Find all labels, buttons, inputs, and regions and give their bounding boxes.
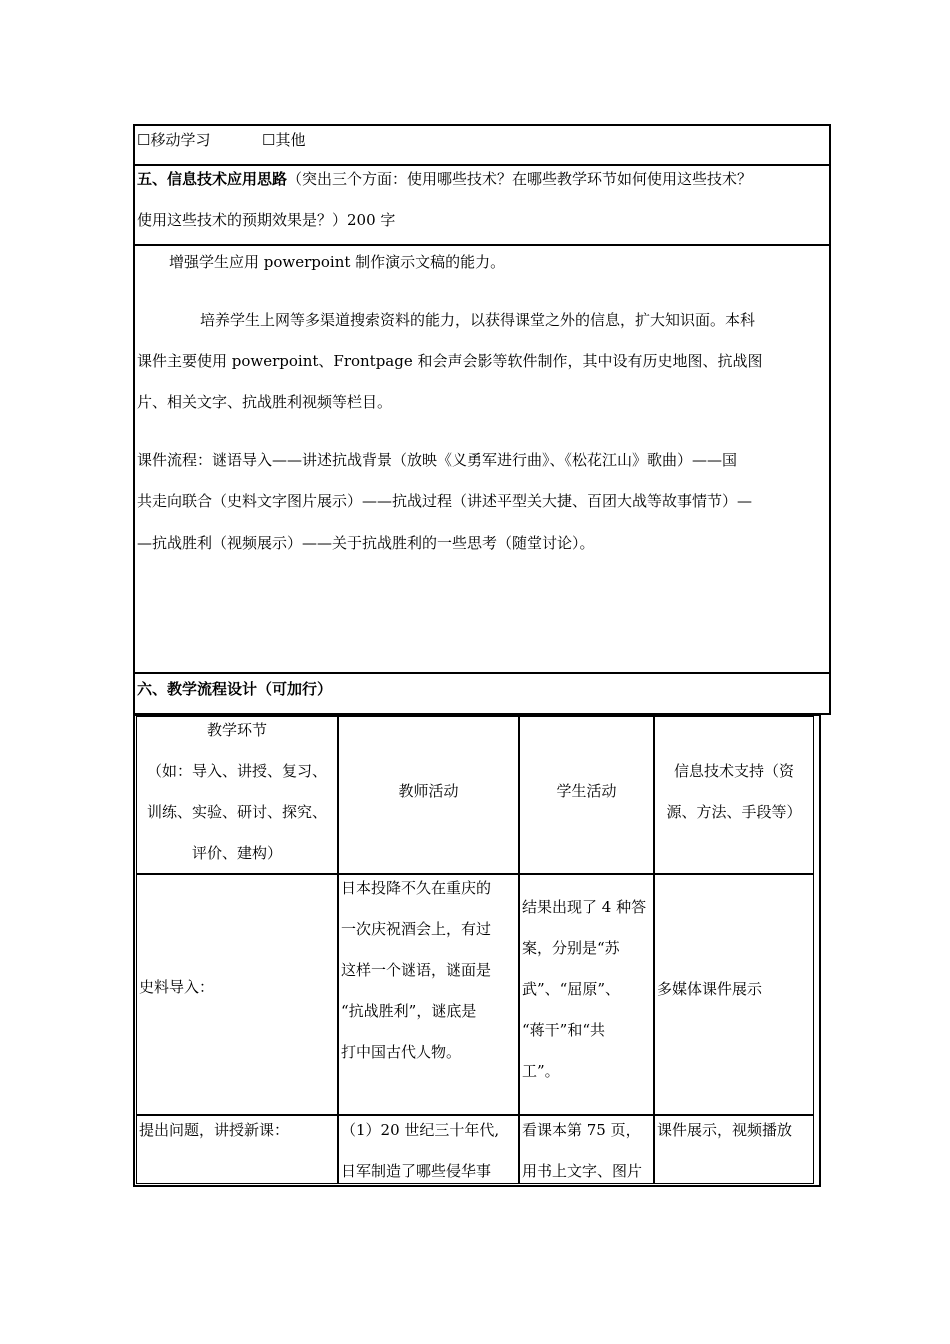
student-line: “蒋干”和“共: [522, 1021, 606, 1039]
header-teacher: 教师活动: [398, 782, 459, 800]
section5-title: 五、信息技术应用思路: [137, 170, 288, 188]
header-cell-tech: [654, 716, 814, 874]
teacher-line: 这样一个谜语，谜面是: [341, 961, 492, 979]
section6-title: 六、教学流程设计（可加行）: [137, 680, 333, 698]
table-row-2-student: [519, 1115, 654, 1184]
teacher-line: 打中国古代人物。: [341, 1043, 462, 1061]
header-stage-line: 评价、建构）: [191, 844, 282, 862]
header-cell-teacher: [338, 716, 519, 874]
teacher-line: 一次庆祝酒会上，有过: [341, 920, 492, 938]
header-stage-line: 训练、实验、研讨、探究、: [146, 803, 327, 821]
student-line: 工”。: [522, 1062, 560, 1080]
student-line: 看课本第 75 页，: [522, 1121, 641, 1139]
divider: [133, 164, 831, 166]
section5-hint: （突出三个方面：使用哪些技术？在哪些教学环节如何使用这些技术？: [287, 170, 753, 188]
body-line: 增强学生应用 powerpoint 制作演示文稿的能力。: [169, 253, 506, 271]
table-row-1-student: [519, 874, 654, 1115]
header-stage-line: （如：导入、讲授、复习、: [146, 762, 327, 780]
teacher-line: （1）20 世纪三十年代,: [341, 1121, 500, 1139]
teacher-line: 日军制造了哪些侵华事: [341, 1162, 492, 1180]
header-cell-stage: [136, 716, 338, 874]
tech-text: 多媒体课件展示: [657, 980, 763, 998]
option-mobile-learning[interactable]: ☐移动学习: [137, 131, 211, 149]
divider: [133, 244, 831, 246]
table-row-2-tech: [654, 1115, 814, 1184]
student-line: 武”、“屈原”、: [522, 980, 621, 998]
body-line: 课件主要使用 powerpoint、Frontpage 和会声会影等软件制作，其中设有历史地图、抗战图: [137, 352, 763, 370]
table-row-2-teacher: [338, 1115, 519, 1184]
header-stage-line: 教学环节: [206, 721, 267, 739]
body-line: 共走向联合（史料文字图片展示）——抗战过程（讲述平型关大捷、百团大战等故事情节）—: [137, 492, 753, 510]
body-line: 课件流程：谜语导入——讲述抗战背景（放映《义勇军进行曲》、《松花江山》歌曲）——国: [137, 451, 738, 469]
header-tech-line: 源、方法、手段等）: [666, 803, 802, 821]
student-line: 用书上文字、图片: [522, 1162, 643, 1180]
teacher-line: 日本投降不久在重庆的: [341, 879, 492, 897]
student-line: 案，分别是“苏: [522, 939, 620, 957]
teacher-line: “抗战胜利”，谜底是: [341, 1002, 477, 1020]
stage-text: 史料导入：: [139, 978, 215, 996]
table-row-2-stage: [136, 1115, 338, 1184]
table-row-1-teacher: [338, 874, 519, 1115]
body-line: 培养学生上网等多渠道搜索资料的能力，以获得课堂之外的信息，扩大知识面。本科: [200, 311, 756, 329]
header-tech-line: 信息技术支持（资: [673, 762, 794, 780]
body-line: 片、相关文字、抗战胜利视频等栏目。: [137, 393, 393, 411]
option-other[interactable]: ☐其他: [262, 131, 306, 149]
header-student: 学生活动: [556, 782, 617, 800]
section5-hint-line2: 使用这些技术的预期效果是？）200 字: [137, 211, 396, 229]
divider: [133, 672, 831, 674]
stage-text: 提出问题，讲授新课：: [139, 1121, 290, 1139]
student-line: 结果出现了 4 种答: [522, 898, 647, 916]
table-row-1-stage: [136, 874, 338, 1115]
body-line: —抗战胜利（视频展示）——关于抗战胜利的一些思考（随堂讨论）。: [137, 534, 595, 552]
section5-header: [137, 169, 752, 189]
tech-text: 课件展示，视频播放: [657, 1121, 793, 1139]
header-cell-student: [519, 716, 654, 874]
table-row-1-tech: [654, 874, 814, 1115]
